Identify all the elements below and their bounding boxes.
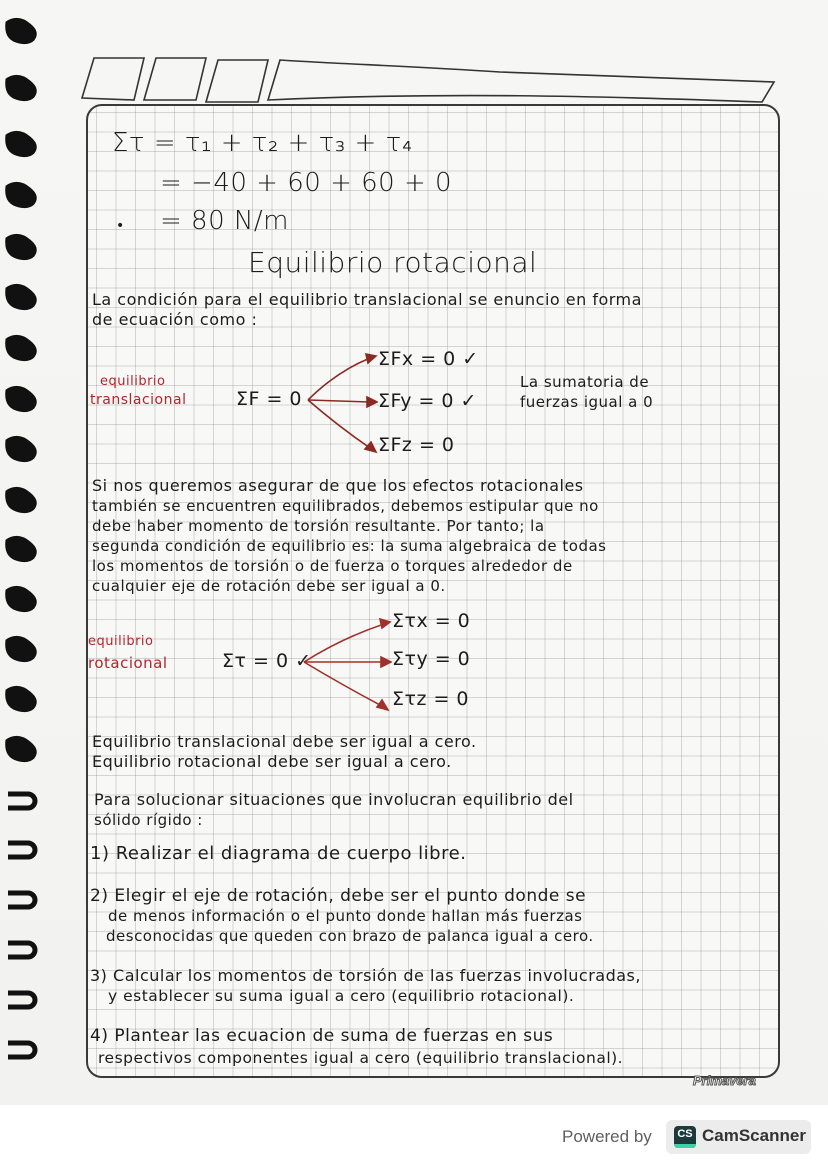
primavera-brand-mark: Primavera [693, 1073, 756, 1088]
page-title: Equilibrio rotacional [248, 246, 538, 279]
sum-fz-formula: ΣFz = 0 [378, 434, 455, 456]
translational-label-line2: translacional [90, 392, 187, 408]
grid-sheet [86, 104, 780, 1078]
spiral-loop-icon [8, 794, 35, 1057]
summary-line1: Equilibrio translacional debe ser igual a cero. [92, 732, 477, 751]
step-3-number: 3) [90, 966, 108, 985]
sum-fy-formula: ΣFy = 0 ✓ [378, 390, 477, 412]
camscanner-logo-icon: CS [674, 1126, 696, 1148]
step-2-number: 2) [90, 886, 109, 906]
step-2-line3: desconocidas que queden con brazo de palanca igual a cero. [106, 927, 594, 945]
header-boxes [80, 56, 780, 104]
sum-ty-formula: Στy = 0 [392, 648, 471, 670]
torque-sum-result: = 80 N/m [160, 206, 289, 236]
translational-note-line1: La sumatoria de [520, 373, 650, 391]
sum-forces-formula: ΣF = 0 [236, 388, 303, 410]
translational-branch-arrows [306, 350, 378, 456]
torque-sum-line1: Στ = τ₁ + τ₂ + τ₃ + τ₄ [112, 128, 413, 158]
camscanner-badge[interactable] [666, 1120, 811, 1154]
step-3-line1 [90, 966, 641, 986]
procedure-intro-line2: sólido rígido : [94, 811, 203, 829]
paragraph-line: los momentos de torsión o de fuerza o torques alrededor de [92, 557, 573, 575]
rotational-branch-arrows [302, 616, 392, 716]
sum-torques-formula: Στ = 0 ✓ [222, 650, 312, 672]
rotational-label-line2: rotacional [88, 654, 168, 672]
torque-sum-line2: = −40 + 60 + 60 + 0 [160, 168, 453, 198]
header-box-1 [82, 58, 144, 100]
paragraph-line: cualquier eje de rotación debe ser igual a 0. [92, 577, 446, 595]
step-1-number: 1) [90, 843, 110, 864]
header-box-title [268, 60, 774, 102]
intro-line2: de ecuación como : [92, 310, 258, 329]
step-1-text: Realizar el diagrama de cuerpo libre. [115, 843, 467, 864]
procedure-intro-line1: Para solucionar situaciones que involucran equilibrio del [94, 790, 574, 809]
paragraph-line: segunda condición de equilibrio es: la suma algebraica de todas [92, 537, 607, 555]
camscanner-name: CamScanner [702, 1126, 806, 1145]
paragraph-line: Si nos queremos asegurar de que los efectos rotacionales [92, 476, 584, 495]
step-3-text: Calcular los momentos de torsión de las fuerzas involucradas, [113, 966, 641, 985]
header-box-3 [206, 60, 268, 102]
step-number [90, 844, 466, 864]
translational-note-line2: fuerzas igual a 0 [520, 393, 654, 411]
translational-label-line1: equilibrio [100, 374, 166, 389]
spiral-binding [0, 0, 60, 1090]
step-4-line1 [90, 1026, 553, 1046]
step-4-line2: respectivos componentes igual a cero (equilibrio translacional). [98, 1049, 624, 1067]
spiral-ring-icon [6, 18, 37, 761]
sum-tz-formula: Στz = 0 [392, 688, 470, 710]
step-3-line2: y establecer su suma igual a cero (equilibrio rotacional). [108, 987, 575, 1005]
summary-line2: Equilibrio rotacional debe ser igual a cero. [92, 752, 452, 771]
sum-tx-formula: Στx = 0 [392, 610, 471, 632]
step-2-line1 [90, 886, 586, 906]
step-4-number: 4) [90, 1026, 109, 1046]
step-4-text: Plantear las ecuacion de suma de fuerzas en sus [114, 1026, 554, 1046]
paragraph-line: también se encuentren equilibrados, debemos estipular que no [92, 497, 599, 515]
step-2-text: Elegir el eje de rotación, debe ser el punto donde se [114, 886, 587, 906]
rotational-label-line1: equilibrio [88, 634, 154, 649]
powered-by-label: Powered by [562, 1127, 652, 1146]
intro-line1: La condición para el equilibrio translacional se enuncio en forma [92, 290, 642, 309]
sum-fx-formula: ΣFx = 0 ✓ [378, 348, 479, 370]
header-box-2 [144, 58, 206, 100]
bullet-dot: • [116, 218, 125, 234]
step-2-line2: de menos información o el punto donde hallan más fuerzas [108, 907, 583, 925]
paragraph-line: debe haber momento de torsión resultante. Por tanto; la [92, 517, 545, 535]
